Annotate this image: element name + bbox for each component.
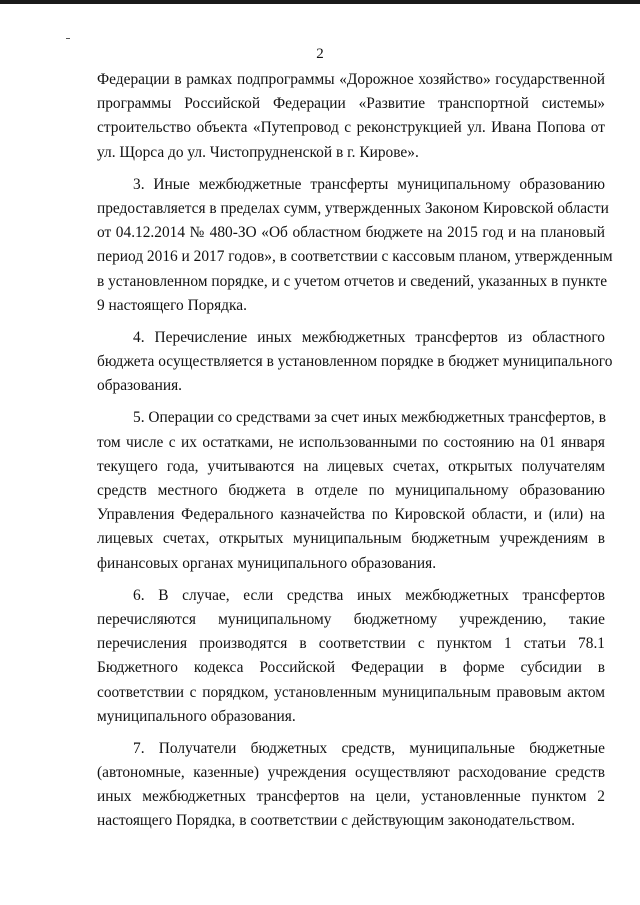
text-line: 4. Перечисление иных межбюджетных трансфертов из областного	[133, 328, 605, 346]
text-line: 9 настоящего Порядка.	[97, 296, 247, 314]
text-line: муниципального образования.	[97, 707, 296, 725]
text-line: финансовых органах муниципального образования.	[97, 554, 437, 572]
text-line: лицевых счетах, открытых муниципальным бюджетным учреждениям в	[97, 530, 605, 548]
paragraph-item-4	[97, 326, 613, 399]
text-line: Бюджетного кодекса Российской Федерации в форме субсидии в	[97, 659, 605, 677]
text-line: иных межбюджетных трансфертов на цели, установленные пунктом 2	[97, 788, 605, 806]
text-line: (автономные, казенные) учреждения осуществляют расходование средств	[97, 764, 605, 782]
text-line: текущего года, учитываются на лицевых счетах, открытых получателям	[97, 457, 605, 475]
text-line: перечисляются муниципальному бюджетному учреждению, такие	[97, 610, 605, 628]
paragraph-continuation	[97, 68, 605, 165]
document-body	[97, 68, 613, 834]
text-line: образования.	[97, 377, 183, 395]
page-number: 2	[316, 46, 324, 62]
text-line: 6. В случае, если средства иных межбюджетных трансфертов	[133, 586, 605, 604]
text-line: бюджета осуществляется в установленном порядке в бюджет муниципального	[97, 353, 613, 371]
text-line: том числе с их остатками, не использованными по состоянию на 01 января	[97, 433, 605, 451]
text-line: перечисления производятся в соответствии с пунктом 1 статьи 78.1	[97, 635, 605, 653]
text-line: в установленном порядке, и с учетом отчетов и сведений, указанных в пункте	[97, 272, 608, 290]
paragraph-item-5	[97, 406, 605, 575]
text-line: настоящего Порядка, в соответствии с действующим законодательством.	[97, 812, 575, 830]
text-line: программы Российской Федерации «Развитие транспортной системы»	[97, 95, 605, 113]
paragraph-item-7	[97, 737, 605, 834]
text-line: период 2016 и 2017 годов», в соответствии с кассовым планом, утвержденным	[97, 248, 613, 266]
text-line: от 04.12.2014 № 480-ЗО «Об областном бюджете на 2015 год и на плановый	[97, 224, 605, 242]
text-line: Управления Федерального казначейства по Кировской области, и (или) на	[97, 506, 605, 524]
text-line: 3. Иные межбюджетные трансферты муниципальному образованию	[133, 175, 605, 193]
paragraph-item-3	[97, 173, 613, 318]
text-line: 7. Получатели бюджетных средств, муниципальные бюджетные	[133, 739, 605, 757]
text-line: предоставляется в пределах сумм, утвержденных Законом Кировской области	[97, 199, 609, 217]
paragraph-item-6	[97, 584, 605, 729]
text-line: соответствии с порядком, установленным муниципальным правовым актом	[97, 683, 605, 701]
scan-artifact	[66, 38, 70, 39]
text-line: 5. Операции со средствами за счет иных межбюджетных трансфертов, в	[133, 409, 606, 427]
text-line: средств местного бюджета в отделе по муниципальному образованию	[97, 482, 605, 499]
text-line: строительство объекта «Путепровод с реконструкцией ул. Ивана Попова от	[97, 119, 605, 137]
text-line: Федерации в рамках подпрограммы «Дорожное хозяйство» государственной	[97, 71, 605, 88]
scan-top-border	[0, 0, 640, 4]
text-line: ул. Щорса до ул. Чистопрудненской в г. Кирове».	[97, 143, 419, 161]
